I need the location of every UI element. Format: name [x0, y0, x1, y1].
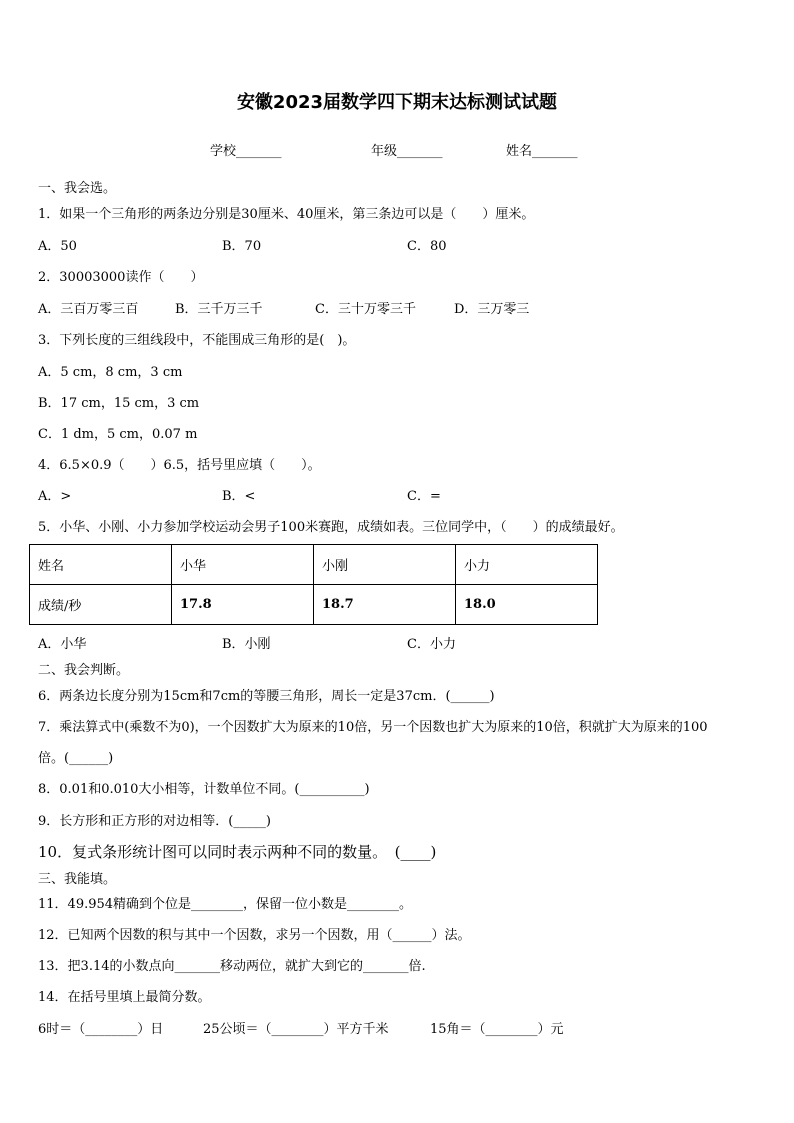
- q1-option-c: C．80: [407, 239, 447, 254]
- section-heading-judge: 二、我会判断。: [38, 663, 130, 678]
- question-10: 10．复式条形统计图可以同时表示两种不同的数量。 (____): [38, 843, 437, 861]
- section-heading-fill: 三、我能填。: [38, 872, 117, 887]
- question-1: 1．如果一个三角形的两条边分别是30厘米、40厘米，第三条边可以是（ ）厘米。: [38, 207, 535, 222]
- q2-option-c: C．三十万零三千: [315, 302, 416, 317]
- q5-option-a: A．小华: [38, 637, 87, 652]
- table-cell: 小华: [172, 545, 314, 585]
- q4-option-c: C．=: [407, 489, 441, 504]
- page-title: 安徽2023届数学四下期末达标测试试题: [236, 92, 558, 113]
- name-field: 姓名_______: [506, 144, 578, 159]
- question-7-continued: 倍。(______): [38, 751, 114, 766]
- table-cell: 小力: [456, 545, 598, 585]
- q3-option-a: A．5 cm，8 cm，3 cm: [38, 365, 183, 380]
- q2-option-b: B．三千万三千: [175, 302, 263, 317]
- q5-option-b: B．小刚: [222, 637, 271, 652]
- table-header-row: [30, 545, 598, 585]
- q4-option-a: A．>: [38, 489, 72, 504]
- question-5: 5．小华、小刚、小力参加学校运动会男子100米赛跑，成绩如表。三位同学中，（ ）的成绩最好。: [38, 520, 624, 535]
- school-field: 学校_______: [210, 144, 282, 159]
- q2-option-d: D．三万零三: [454, 302, 530, 317]
- q3-option-c: C．1 dm，5 cm，0.07 m: [38, 427, 198, 442]
- q4-option-b: B．<: [222, 489, 256, 504]
- table-cell: 17.8: [172, 585, 314, 625]
- table-cell: 18.7: [314, 585, 456, 625]
- section-heading-choose: 一、我会选。: [38, 181, 117, 196]
- question-14: 14．在括号里填上最简分数。: [38, 990, 211, 1005]
- question-6: 6．两条边长度分别为15cm和7cm的等腰三角形，周长一定是37cm．(______): [38, 689, 495, 704]
- table-cell: 成绩/秒: [30, 585, 172, 625]
- q3-option-b: B．17 cm，15 cm，3 cm: [38, 396, 200, 411]
- question-3: 3．下列长度的三组线段中，不能围成三角形的是( )。: [38, 333, 356, 348]
- question-12: 12．已知两个因数的积与其中一个因数，求另一个因数，用（______）法。: [38, 928, 471, 943]
- question-4: 4．6.5×0.9（ ）6.5，括号里应填（ ）。: [38, 458, 321, 473]
- q1-option-a: A．50: [38, 239, 77, 254]
- question-2: 2．30003000读作（ ）: [38, 270, 204, 285]
- q14-item-jiao: 15角＝（________）元: [430, 1022, 564, 1037]
- q5-option-c: C．小力: [407, 637, 456, 652]
- question-7: 7．乘法算式中(乘数不为0)，一个因数扩大为原来的10倍，另一个因数也扩大为原来的10倍，积就扩大为原来的100: [38, 720, 708, 735]
- question-8: 8．0.01和0.010大小相等，计数单位不同。(__________): [38, 782, 370, 797]
- table-cell: 小刚: [314, 545, 456, 585]
- q14-item-hours: 6时＝（________）日: [38, 1022, 164, 1037]
- table-cell: 姓名: [30, 545, 172, 585]
- table-row: [30, 585, 598, 625]
- q1-option-b: B．70: [222, 239, 262, 254]
- q14-item-hectares: 25公顷＝（________）平方千米: [203, 1022, 389, 1037]
- grade-field: 年级_______: [371, 144, 443, 159]
- question-9: 9．长方形和正方形的对边相等．(_____): [38, 814, 271, 829]
- question-13: 13．把3.14的小数点向_______移动两位，就扩大到它的_______倍.: [38, 959, 426, 974]
- q2-option-a: A．三百万零三百: [38, 302, 139, 317]
- table-cell: 18.0: [456, 585, 598, 625]
- results-table: [29, 544, 598, 625]
- question-11: 11．49.954精确到个位是________，保留一位小数是________。: [38, 897, 413, 912]
